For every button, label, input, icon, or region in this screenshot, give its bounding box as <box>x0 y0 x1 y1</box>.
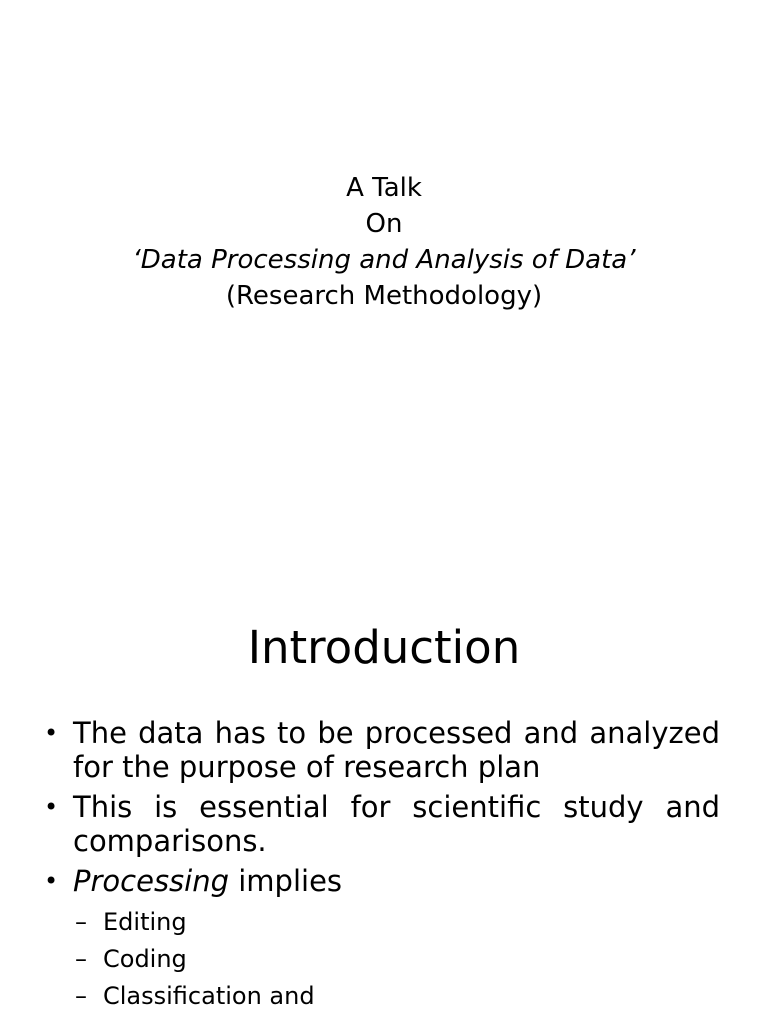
bullet-item <box>44 716 720 784</box>
bullet-list <box>44 716 720 1021</box>
talk-subject: (Research Methodology) <box>225 281 543 311</box>
sub-item <box>73 978 720 1015</box>
bullet-item <box>44 790 720 858</box>
bullet-icon: • <box>44 867 59 895</box>
sub-item-text: Coding <box>103 945 187 973</box>
sub-item-text: Classification and <box>103 982 315 1010</box>
dash-icon: – <box>75 982 87 1010</box>
bullet-icon: • <box>44 793 59 821</box>
talk-line: A Talk <box>346 173 422 203</box>
dash-icon: – <box>75 945 87 973</box>
sub-item <box>73 904 720 941</box>
sub-list <box>73 904 720 1015</box>
dash-icon: – <box>75 908 87 936</box>
sub-item-text: Editing <box>103 908 187 936</box>
bullet-icon: • <box>44 719 59 747</box>
on-line: On <box>365 209 403 239</box>
introduction-slide <box>0 576 768 1024</box>
sub-item <box>73 941 720 978</box>
bullet-item <box>44 864 720 1015</box>
title-block <box>0 170 768 314</box>
bullet-text: This is essential for scientific study and comparisons. <box>73 790 720 858</box>
talk-topic: ‘Data Processing and Analysis of Data’ <box>132 245 636 275</box>
bullet-text: The data has to be processed and analyzed for the purpose of research plan <box>73 716 720 784</box>
slide-heading: Introduction <box>247 621 521 674</box>
bullet-emphasis: Processing <box>73 864 230 898</box>
bullet-text: implies <box>229 864 343 898</box>
